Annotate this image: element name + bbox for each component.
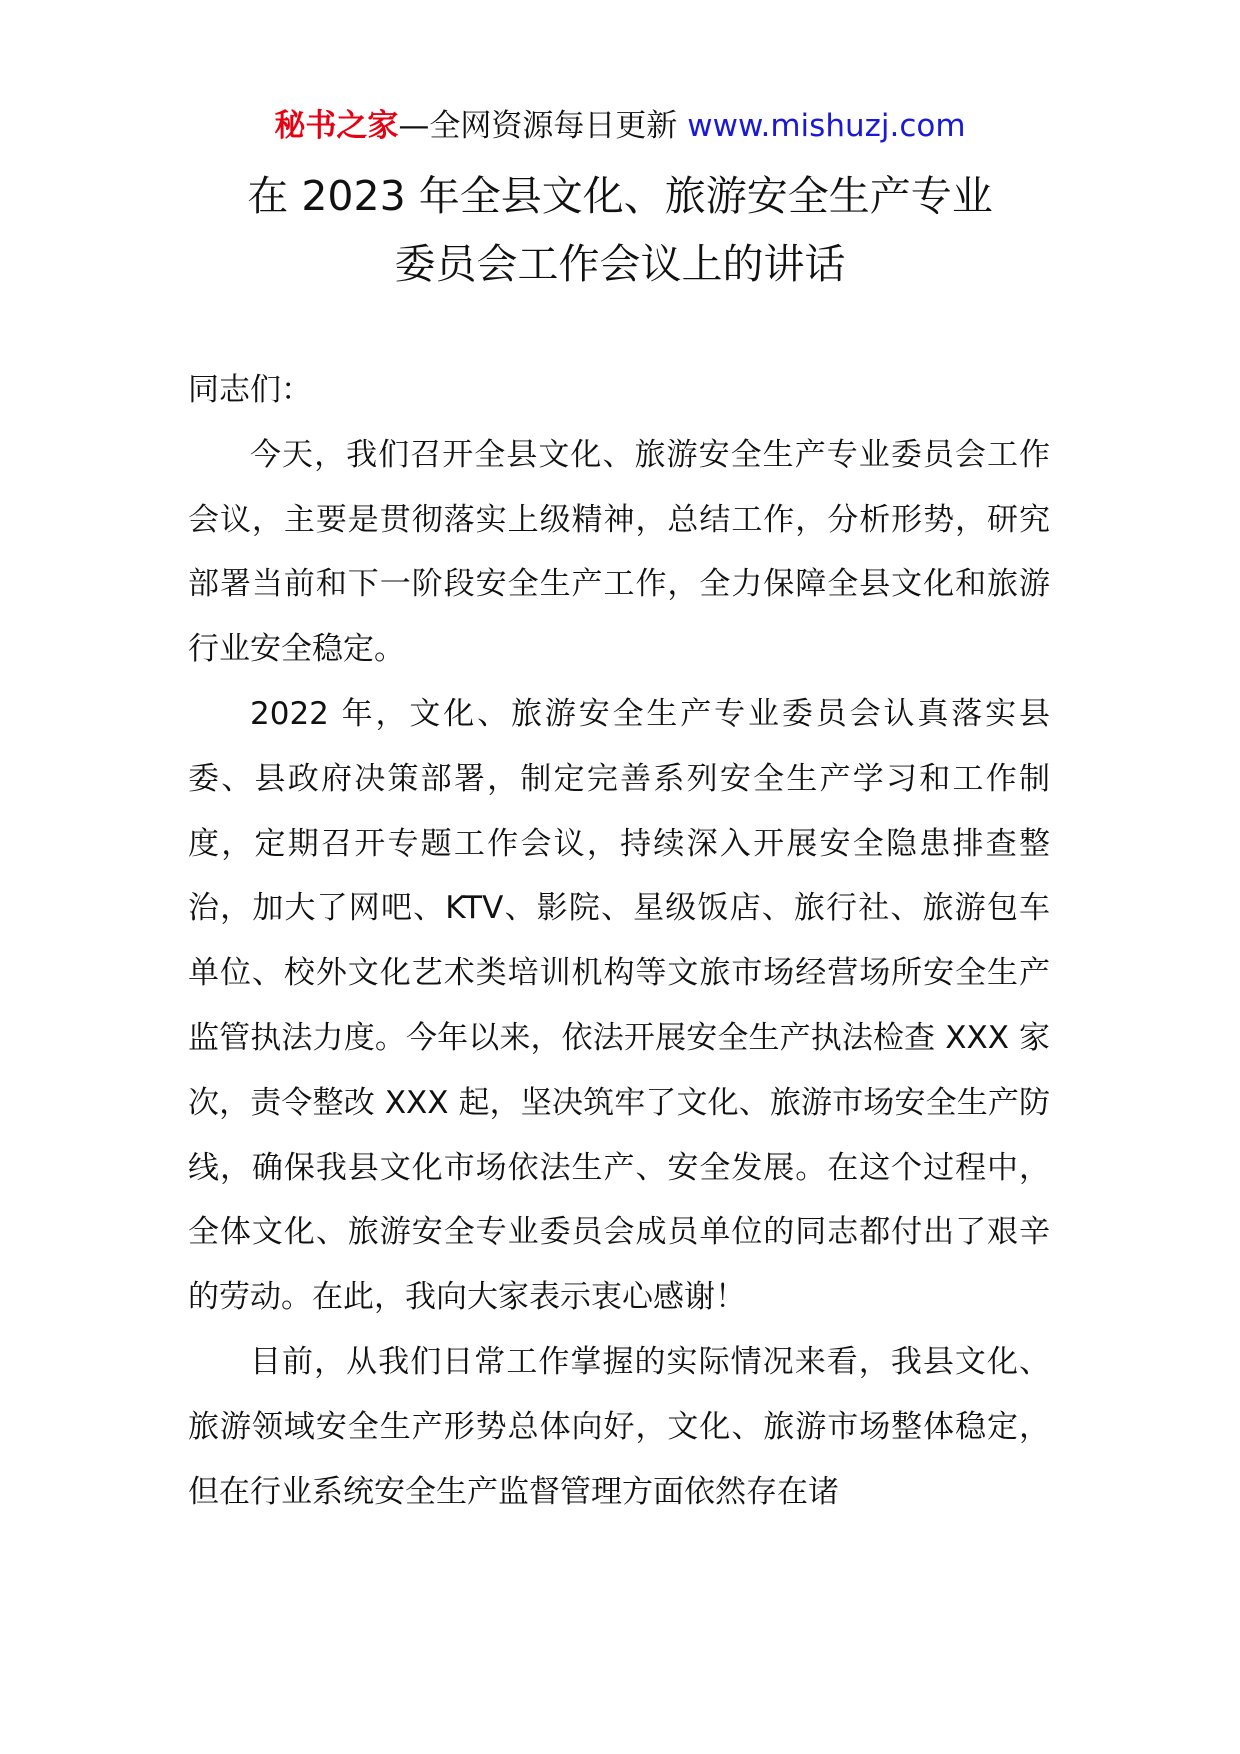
document-title-line-1: 在 2023 年全县文化、旅游安全生产专业 <box>247 172 993 220</box>
paragraph-3: 目前，从我们日常工作掌握的实际情况来看，我县文化、旅游领域安全生产形势总体向好，文化、旅游市场整体稳定，但在行业系统安全生产监督管理方面依然存在诸 <box>188 1343 1050 1510</box>
document-title <box>0 162 1240 298</box>
paragraph-1: 今天，我们召开全县文化、旅游安全生产专业委员会工作会议，主要是贯彻落实上级精神，总结工作，分析形势，研究部署当前和下一阶段安全生产工作，全力保障全县文化和旅游行业安全稳定。 <box>188 436 1050 668</box>
site-brand: 秘书之家 <box>274 108 399 144</box>
document-title-line-2: 委员会工作会议上的讲话 <box>394 240 846 288</box>
paragraph-2: 2022 年，文化、旅游安全生产专业委员会认真落实县委、县政府决策部署，制定完善系列安全生产学习和工作制度，定期召开专题工作会议，持续深入开展安全隐患排查整治，加大了网吧、KTV、影院、星级饭店、旅行社、旅游包车单位、校外文化艺术类培训机构等文旅市场经营场所安全生产监管执法力度。今年以来，依法开展安全生产执法检查 XXX 家次，责令整改 XXX 起，坚决筑牢了文化、旅游市场安全生产防线，确保我县文化市场依法生产、安全发展。在这个过程中，全体文化、旅游安全专业委员会成员单位的同志都付出了艰辛的劳动。在此，我向大家表示衷心感谢！ <box>188 695 1050 1316</box>
site-tagline: —全网资源每日更新 <box>398 108 678 144</box>
site-header <box>0 104 1240 148</box>
document-body <box>188 358 1050 1524</box>
salutation: 同志们： <box>188 372 312 408</box>
site-url-link[interactable]: www.mishuzj.com <box>687 108 966 144</box>
